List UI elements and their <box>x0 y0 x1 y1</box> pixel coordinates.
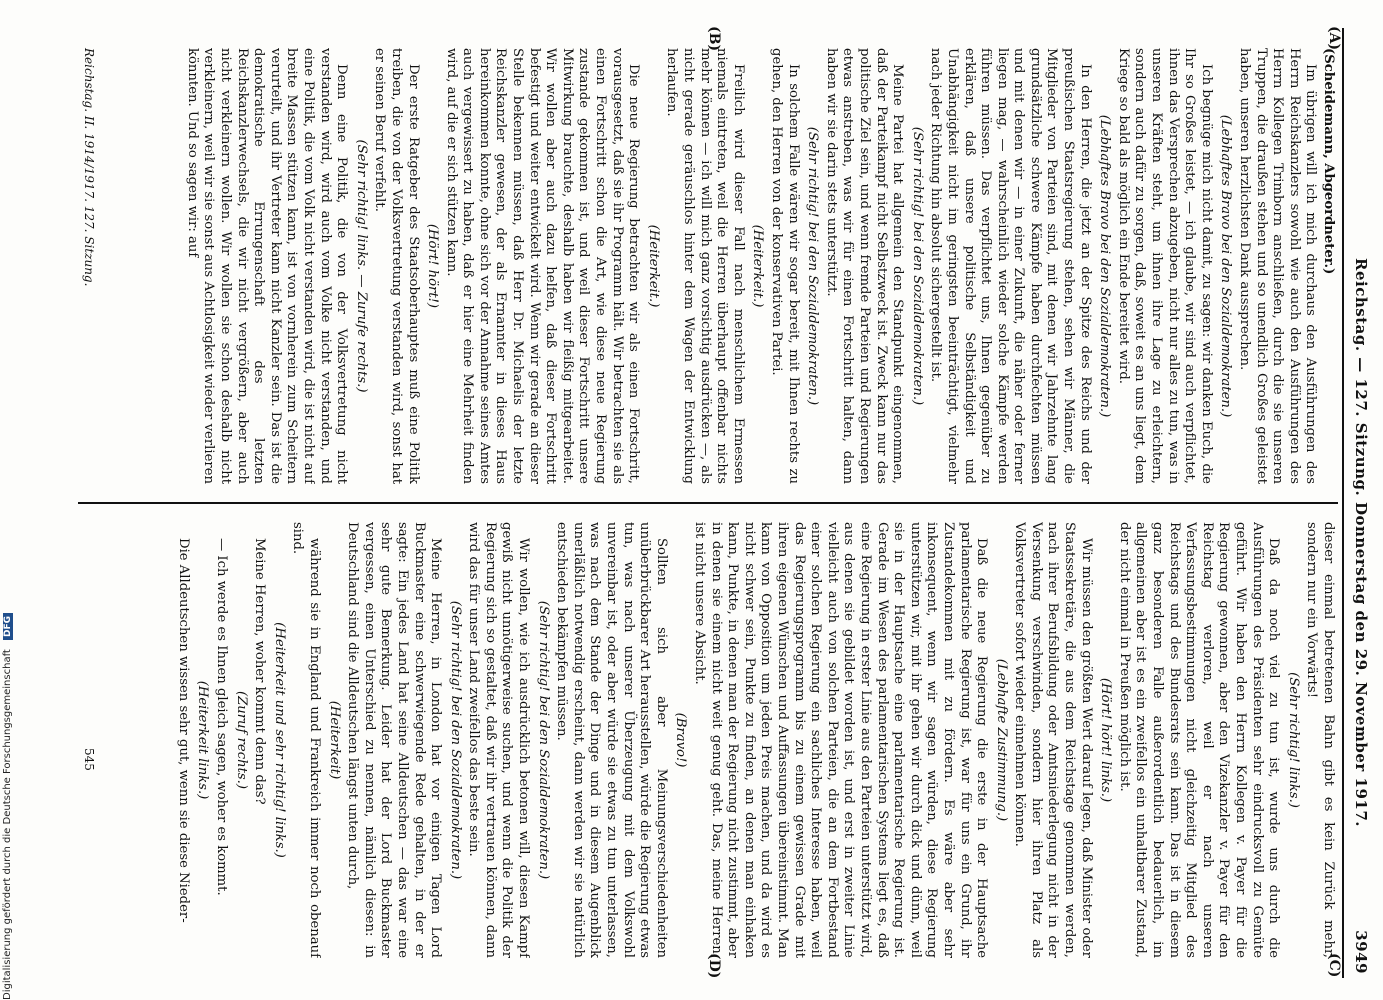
column-divider <box>78 502 1338 504</box>
paragraph: In den Herren, die jetzt an der Spitze des Reichs und der preußischen Staatsregierung stehen, sehen wir Männer, die Mitglieder von Parteien sind, mit denen wir Jahrzehnte lang grundsätzliche schwere Kämpfe haben durchfechten müssen und mit denen wir — in einer Zukunft, die näher oder ferner liegen mag, — wahrscheinlich wieder solche Kämpfe werden führen müssen. Das verpflichtet uns, Ihnen gegenüber zu erklären, daß unsere politische Selbständigkeit und Unabhängigkeit nicht im geringsten beeinträchtigt, vielmehr nach jeder Richtung hin absolut sichergestellt ist. <box>928 48 1093 484</box>
left-column <box>86 48 1336 484</box>
interjection: (Sehr richtig! links.) <box>1285 672 1301 808</box>
interjection: (Bravo!) <box>673 712 689 768</box>
paragraph: Freilich wird dieser Fall nach menschlichem Ermessen niemals eintreten, weil die Herren überhaupt offenbar nichts mehr können — ich will mich ganz vorsichtig ausdrücken —, als nicht gerade geräuschlos hinter dem Wagen der Entwicklung herlaufen. <box>664 48 746 484</box>
interjection: (Sehr richtig! bei den Sozialdemokraten.) <box>805 126 821 406</box>
margin-mark-d: (D) <box>706 953 722 979</box>
page-number: 3949 <box>1352 930 1370 974</box>
paragraph: dieser einmal betretenen Bahn gibt es kein Zurück mehr, sondern nur ein Vorwärts! <box>1304 522 1336 958</box>
paragraph: Wir wollen, wie ich ausdrücklich betonen will, diesen Kampf gewiß nicht unnötigerweise suchen, und wenn die Politik der Regierung sich so gestaltet, daß wir ihr vertrauen können, dann wird das für unser Land zweifellos das beste sein. <box>466 522 532 958</box>
paragraph: Meine Herren, in London hat vor einigen Tagen Lord Buckmaster eine schwerwiegende Rede gehalten, in der er sagte: Ein jedes Land hat seine Alldeutschen — das war eine sehr gute Bemerkung. Leider hat der Lord Buckmaster vergessen, einen Unterschied zu nennen, nämlich diesen: in Deutschland sind die Alldeutschen längst unten durch, <box>345 522 444 958</box>
paragraph: Die Alldeutschen wissen sehr gut, wenn sie diese Nieder- <box>175 538 191 923</box>
interjection: (Heiterkeit links.) <box>195 680 211 800</box>
paragraph: Im übrigen will ich mich durchaus den Ausführungen des Herrn Reichskanzlers sowohl wie auch den Ausführungen des Herrn Kollegen Trimborn anschließen, durch die sie unseren Truppen, die draußen stehen und so unendlich Großes geleistet haben, unseren herzlichsten Dank aussprechen. <box>1237 48 1319 484</box>
paragraph: Daß da noch viel zu tun ist, wurde uns durch die Ausführungen des Präsidenten sehr eindrucksvoll zu Gemüte geführt. Wir haben den Herrn Kollegen v. Payer für die Regierung gewonnen, aber den Vizekanzler v. Payer für den Reichstag verloren, weil er nach unseren Verfassungsbestimmungen nicht gleichzeitig Mitglied des Reichstags und des Bundesrats sein kann. Das ist in diesem ganz besonderen Falle außerordentlich bedauerlich, im allgemeinen aber ist es ein zweifellos ein unhaltbarer Zustand, der nicht einmal in Preußen möglich ist. <box>1116 522 1282 958</box>
interjection: (Zuruf rechts.) <box>233 690 249 790</box>
footer-left: Reichstag. II. 1914/1917. 127. Sitzung. <box>82 48 96 287</box>
paragraph: Ich begnüge mich nicht damit, zu sagen: wir danken Euch, die Ihr so Großes leistet, — ich glaube, wir sind auch verpflichtet, ihnen das Versprechen abzugeben, nicht nur alles zu tun, was in unseren Kräften steht, um ihnen ihre Lage zu erleichtern, sondern auch dafür zu sorgen, daß, soweit es an uns liegt, dem Kriege so bald als möglich ein Ende bereitet wird. <box>1115 48 1214 484</box>
speaker-line: (Scheidemann, Abgeordneter.) <box>1321 48 1336 275</box>
margin-mark-b: (B) <box>706 26 722 52</box>
paragraph: Die neue Regierung betrachten wir als einen Fortschritt, vorausgesetzt, daß sie ihr Programm hält. Wir betrachten sie als einen Fortschritt schon die Art, wie diese neue Regierung zustande gekommen ist, und weil dieser Fortschritt unsere Mitwirkung brauchte, deshalb haben wir fleißig mitgearbeitet. Wir wollen aber auch dazu helfen, daß dieser Fortschritt befestigt und weiter entwickelt wird. Wenn wir gerade an dieser Stelle bekennen müssen, daß Herr Dr. Michaelis der letzte Reichskanzler gewesen, der als Ernannter in dieses Haus hereinkommen konnte, ohne sich vor der Annahme seines Amtes auch vergewissert zu haben, daß er hier eine Mehrheit finden wird, auf die er sich stützen kann. <box>443 48 642 484</box>
interjection: (Heiterkeit.) <box>750 224 766 308</box>
interjection: (Hört! hört! links.) <box>1098 677 1114 803</box>
interjection: (Heiterkeit.) <box>645 224 661 308</box>
running-title: Reichstag. — 127. Sitzung. Donnerstag den 29. November 1917. <box>1352 258 1370 827</box>
paragraph: Sollten sich aber Meinungsverschiedenheiten unüberbrückbarer Art herausstellen, würde die Regierung etwas tun, was nach unserer Überzeugung mit dem Volkswohl unvereinbar ist, oder aber würde sie etwas zu tun unterlassen, was nach dem Stande der Dinge und in diesem Augenblick unerläßlich notwendig erscheint, dann werden wir sie natürlich entschieden bekämpfen müssen. <box>554 522 669 958</box>
margin-mark-c: (C) <box>1326 953 1342 978</box>
digitization-text: Digitalisierung gefördert durch die Deutsche Forschungsgemeinschaft <box>2 649 13 1000</box>
interjection: (Sehr richtig! bei den Sozialdemokraten.) <box>447 600 463 880</box>
right-column <box>86 522 1336 958</box>
dfg-logo: DFG <box>3 613 13 640</box>
paragraph: Der erste Ratgeber des Staatsoberhauptes muß eine Politik treiben, die von der Volksvertretung verstanden wird, sonst hat er seinen Beruf verfehlt. <box>372 48 421 484</box>
paragraph: — Ich werde es Ihnen gleich sagen, woher es kommt. <box>214 538 229 896</box>
paragraph: Wir müssen den größten Wert darauf legen, daß Minister oder Staatssekretäre, die aus dem Reichstage genommen werden, nach ihrer Berufsbildung oder Amtsniederlegung nicht in der Versenkung verschwinden, sondern hier ihren Platz als Volksvertreter sofort wieder einnehmen können. <box>1012 522 1094 958</box>
paragraph: Denn eine Politik, die von der Volksvertretung nicht verstanden wird, wird auch vom Volke nicht verstanden, und eine Politik, die vom Volk nicht verstanden wird, die ist nicht auf breite Massen stützen kann, ist von vornherein zum Scheitern verurteilt, und ihr Vertreter kann nicht Kanzler sein. Das ist die demokratische Errungenschaft des letzten Reichskanzlerwechsels, die wir nicht vergrößern, aber auch nicht verkleinern wollen. Wir wollen sie schon deshalb nicht verkleinern, weil wir sie sonst aus Achtlosigkeit wieder verlieren könnten. Und so sagen wir: auf <box>184 48 350 484</box>
interjection: (Heiterkeit) <box>326 700 342 780</box>
interjection: (Sehr richtig! links. — Zurufe rechts.) <box>353 139 369 393</box>
interjection: (Lebhaftes Bravo bei den Sozialdemokraten.) <box>1097 114 1113 418</box>
interjection: (Hört! hört!) <box>425 223 441 309</box>
page-header <box>1346 28 1372 978</box>
interjection: (Lebhaftes Bravo bei den Sozialdemokraten.) <box>1218 114 1234 418</box>
paragraph: Meine Partei hat allgemein den Standpunkt eingenommen, daß der Parteikampf nicht Selbstzweck ist. Zweck kann nur das politische Ziel sein, und wenn fremde Parteien und Regierungen etwas anstreben, was wir für einen Fortschritt halten, dann haben wir sie darin stets unterstützt. <box>823 48 906 484</box>
paragraph: Daß die neue Regierung die erste in der Hauptsache parlamentarische Regierung ist, war für uns ein Grund, ihr Zustandekommen mit zu fördern. Es wäre aber sehr inkonsequent, wenn wir sagen würden, diese Regierung unterstützen wir, mit ihr gehen wir durch dick und dünn, weil sie in der Hauptsache eine parlamentarische Regierung ist. Gerade im Wesen des parlamentarischen Systems liegt es, daß eine Regierung in erster Linie aus den Parteien unterstützt wird, aus denen sie gebildet worden ist, und erst in zweiter Linie vielleicht auch von solchen Parteien, die an dem Fortbestand einer solchen Regierung ein sachliches Interesse haben, weil das Regierungsprogramm bis zu einem gewissen Grade mit ihren eigenen Wünschen und Auffassungen übereinstimmt. Man kann von Opposition um jeden Preis machen, und da wird es nicht schwer sein, Punkte zu finden, an denen man einhaken kann, Punkte, in denen man der Regierung nicht zustimmt, aber in denen sie einem nicht weit genug geht. Das, meine Herren, ist nicht unsere Absicht. <box>692 522 990 958</box>
paragraph: Meine Herren, woher kommt denn das? <box>252 538 268 805</box>
margin-mark-a: (A) <box>1326 26 1342 51</box>
header-rule <box>1342 28 1344 978</box>
paragraph: während sie in England und Frankreich immer noch obenauf sind. <box>290 522 322 958</box>
paragraph: In solchem Falle wären wir sogar bereit, mit Ihnen rechts zu gehen, den Herren von der konservativen Partei. <box>769 48 801 484</box>
signature-number: 545 <box>82 748 96 771</box>
interjection: (Sehr richtig! bei den Sozialdemokraten.) <box>909 126 925 406</box>
digitization-note <box>2 613 13 1000</box>
interjection: (Sehr richtig! bei den Sozialdemokraten.) <box>535 600 551 880</box>
interjection: (Heiterkeit und sehr richtig! links.) <box>271 622 287 858</box>
interjection: (Lebhafte Zustimmung.) <box>993 658 1009 822</box>
rotated-page-content <box>72 28 1372 978</box>
